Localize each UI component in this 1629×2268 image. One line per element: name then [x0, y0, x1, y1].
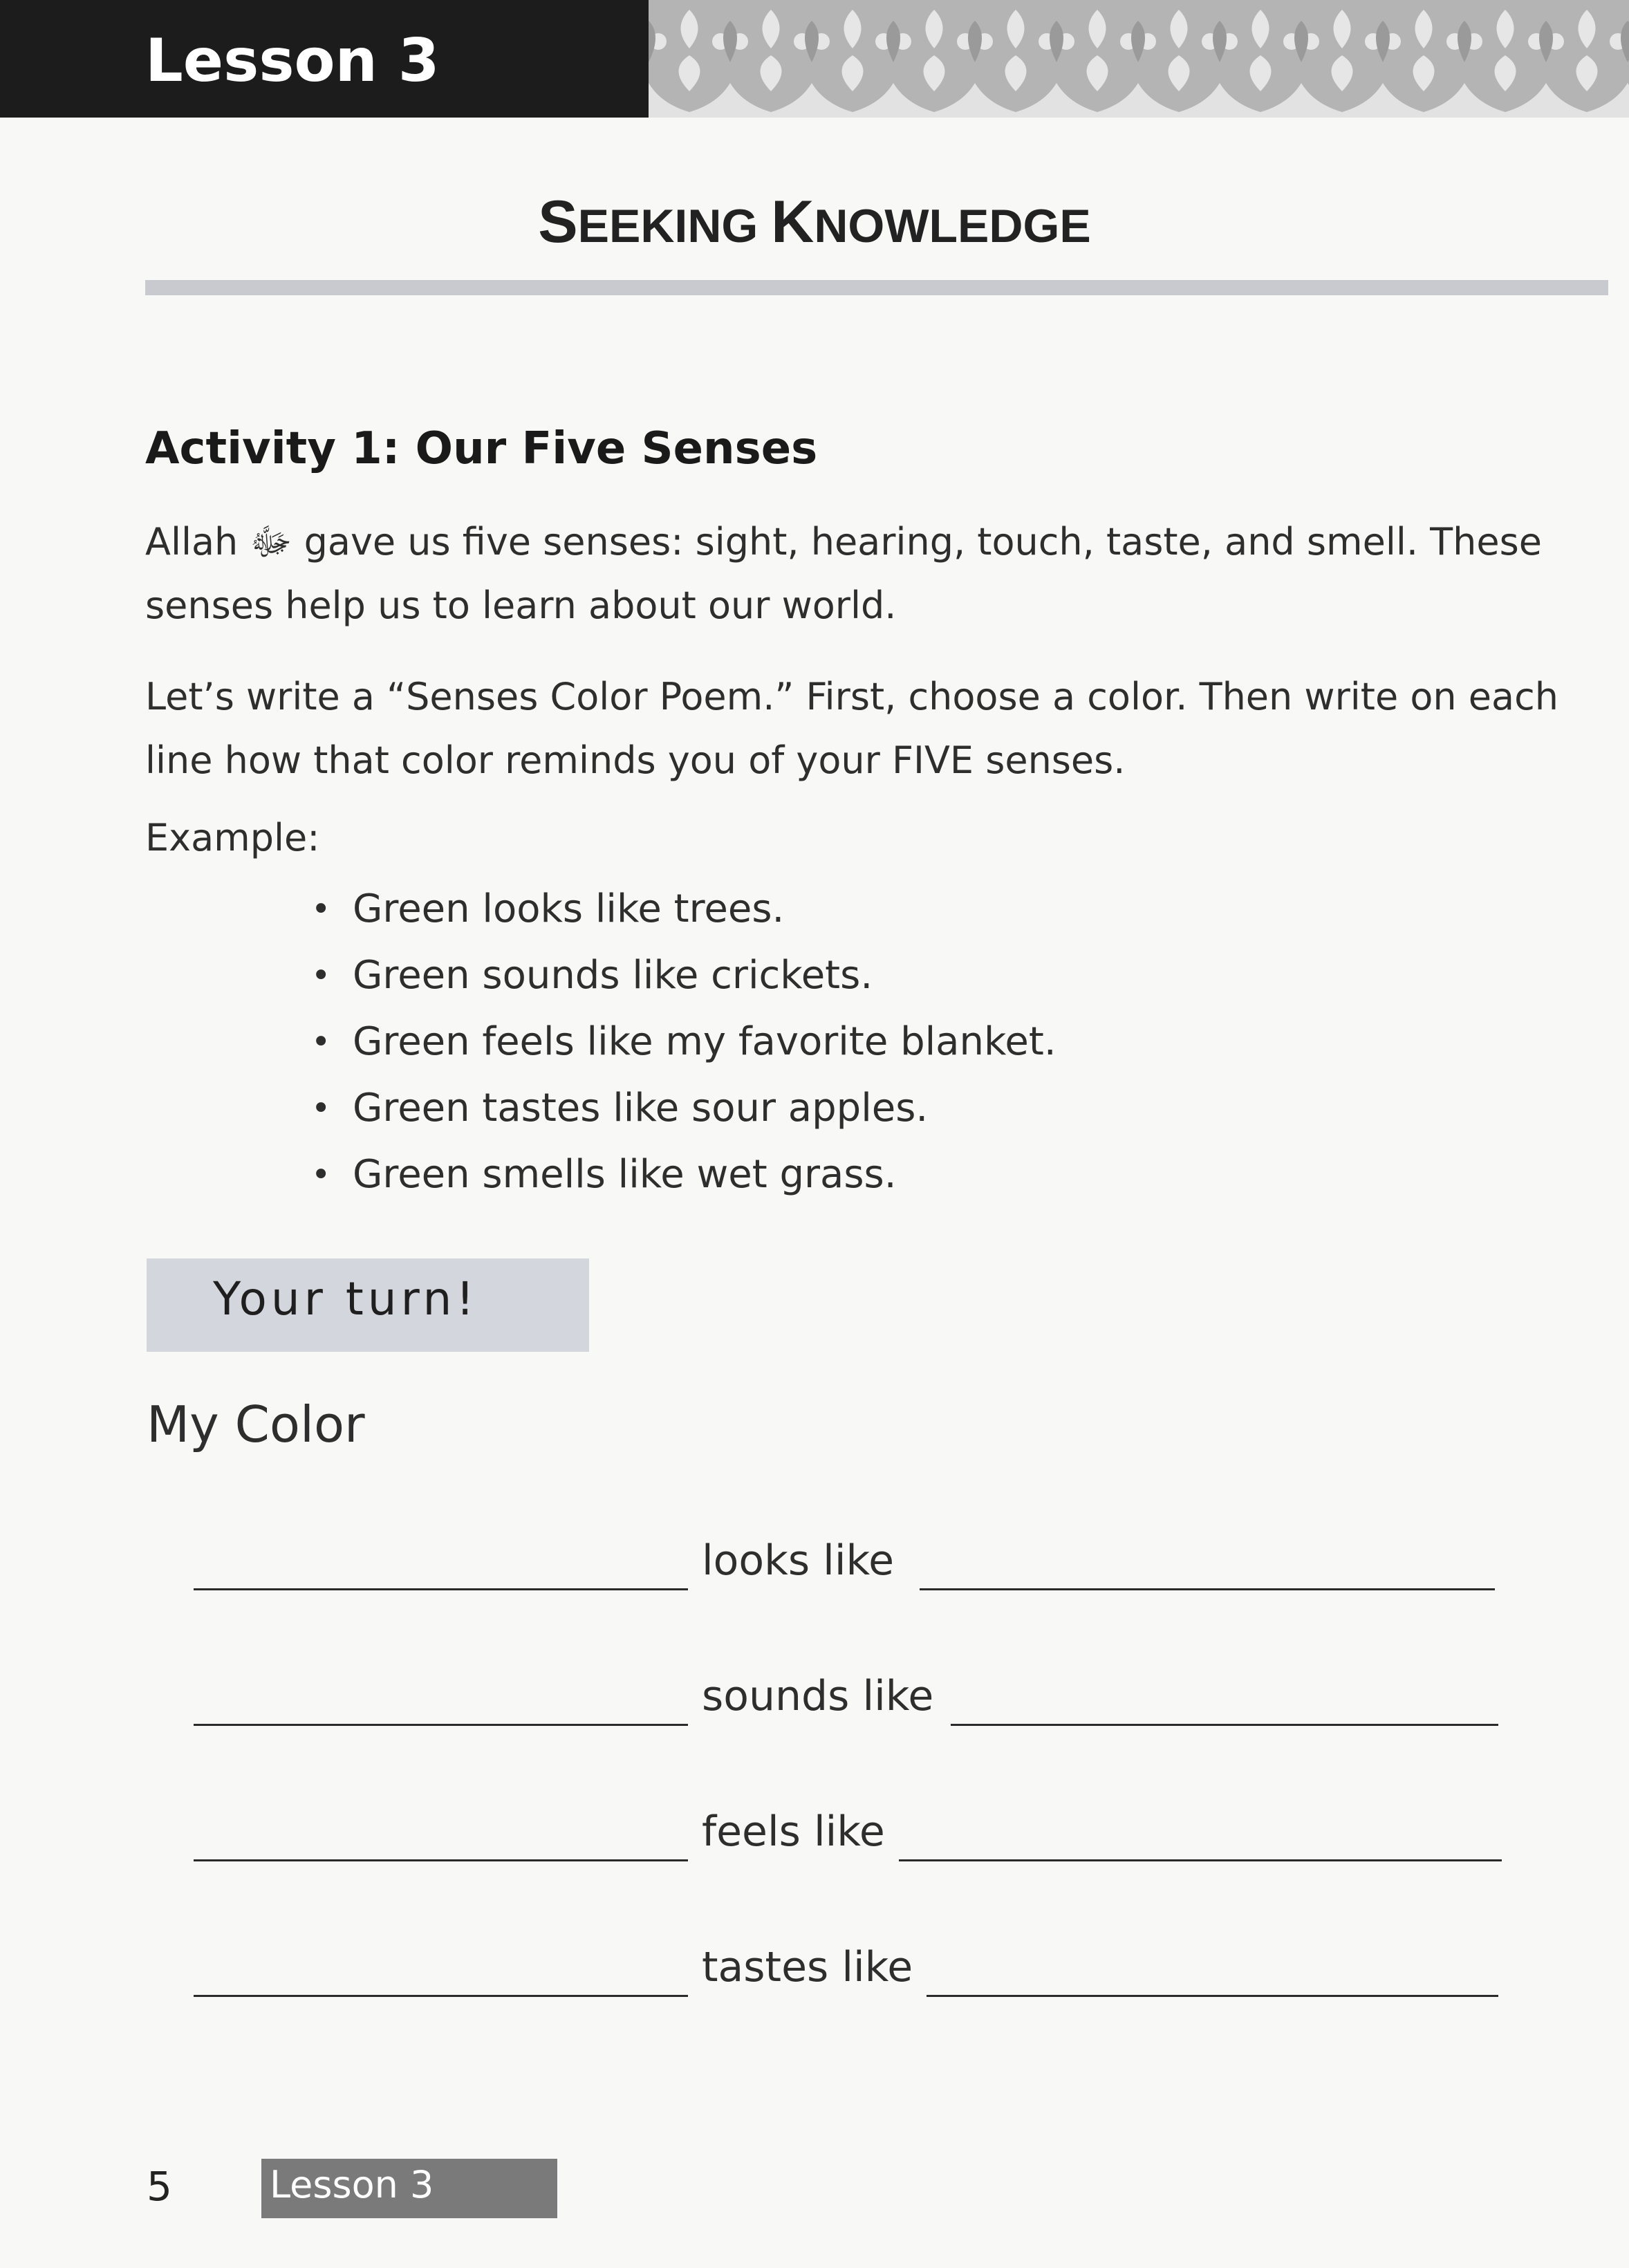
lesson-title: Lesson 3	[145, 26, 440, 95]
title-rule	[145, 280, 1608, 295]
list-item: • Green smells like wet grass.	[353, 1142, 1056, 1208]
color-blank[interactable]	[194, 1724, 688, 1726]
color-blank[interactable]	[194, 1995, 688, 1997]
ornament-border-icon	[649, 0, 1629, 118]
poem-phrase: sounds like	[702, 1672, 934, 1720]
my-color-label: My Color	[147, 1395, 365, 1453]
page-title: SEEKING KNOWLEDGE	[538, 189, 1091, 255]
color-blank[interactable]	[194, 1588, 688, 1590]
color-blank[interactable]	[194, 1859, 688, 1861]
answer-blank[interactable]	[920, 1588, 1495, 1590]
poem-phrase: tastes like	[702, 1943, 913, 1991]
answer-blank[interactable]	[899, 1859, 1502, 1861]
page-number: 5	[147, 2163, 172, 2210]
example-list	[311, 876, 1056, 1208]
activity-heading: Activity 1: Our Five Senses	[145, 423, 818, 474]
bullet-icon: •	[311, 1023, 331, 1061]
list-item: • Green sounds like crickets.	[353, 942, 1056, 1009]
poem-phrase: looks like	[702, 1536, 895, 1585]
list-item: • Green feels like my favorite blanket.	[353, 1009, 1056, 1075]
intro-paragraph: Allah ﷻ gave us five senses: sight, hearing, touch, taste, and smell. These senses help us to learn about our world.	[145, 520, 1542, 627]
list-item: • Green looks like trees.	[353, 876, 1056, 942]
poem-line	[194, 1521, 1507, 1590]
answer-blank[interactable]	[927, 1995, 1498, 1997]
bullet-icon: •	[311, 890, 331, 929]
poem-phrase: feels like	[702, 1807, 885, 1856]
bullet-icon: •	[311, 1155, 331, 1194]
footer-lesson-label: Lesson 3	[270, 2163, 434, 2206]
list-item: • Green tastes like sour apples.	[353, 1075, 1056, 1142]
poem-line	[194, 1928, 1507, 1997]
bullet-icon: •	[311, 1089, 331, 1128]
example-label: Example:	[145, 816, 320, 859]
your-turn-label: Your turn!	[213, 1272, 478, 1326]
poem-line	[194, 1657, 1507, 1726]
bullet-icon: •	[311, 956, 331, 995]
poem-line	[194, 1792, 1507, 1861]
answer-blank[interactable]	[951, 1724, 1498, 1726]
instructions-paragraph: Let’s write a “Senses Color Poem.” First, choose a color. Then write on each line how that color reminds you of your FIVE senses.	[145, 675, 1558, 782]
